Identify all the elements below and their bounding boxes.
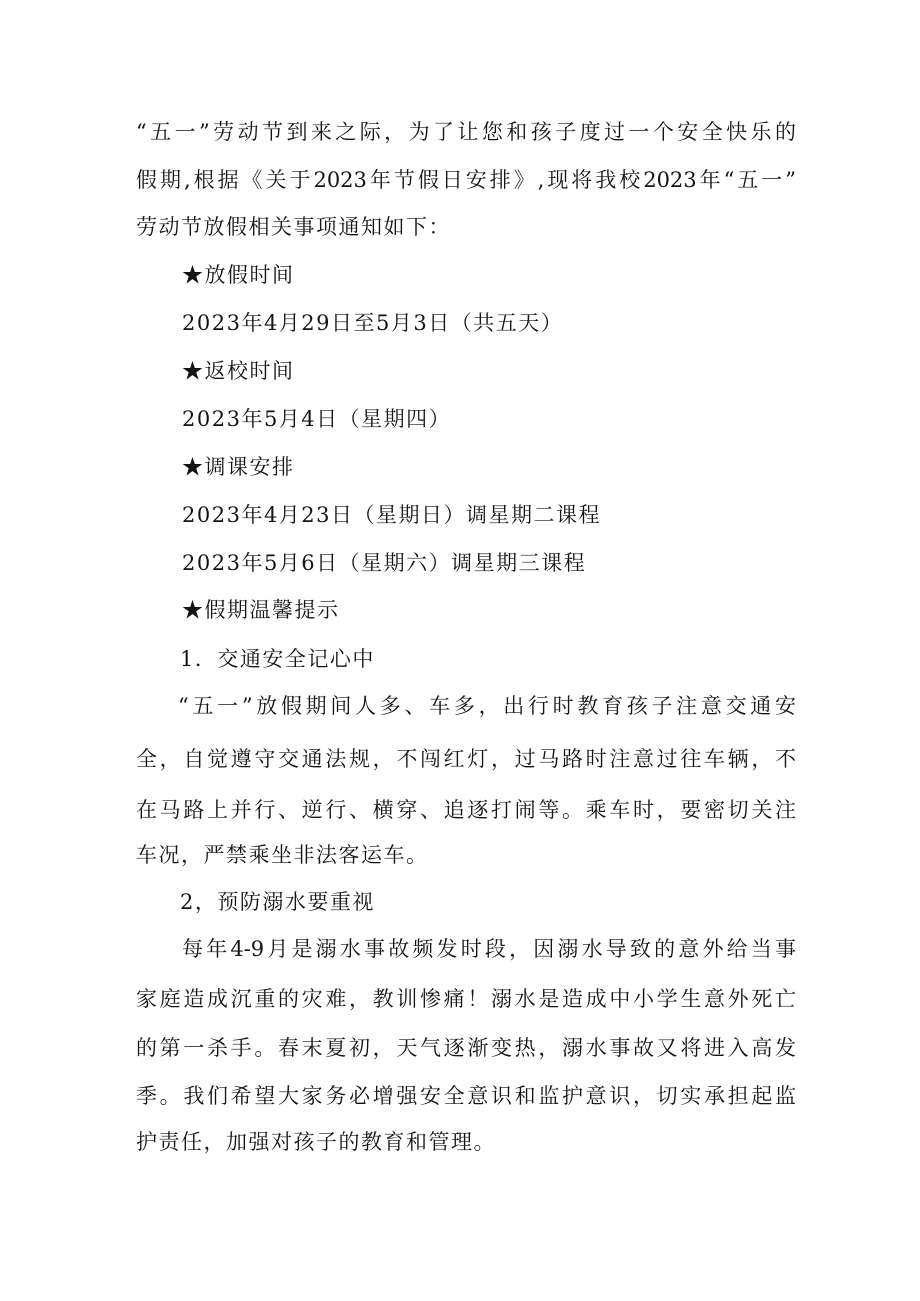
traffic-line-3: 在马路上并行、逆行、横穿、追逐打闹等。乘车时，要密切关注	[136, 798, 796, 822]
schedule-heading: ★调课安排	[182, 455, 295, 479]
drowning-line-1: 每年4-9月是溺水事故频发时段，因溺水导致的意外给当事	[182, 937, 796, 961]
traffic-title: 1．交通安全记心中	[180, 647, 375, 671]
drowning-title: 2，预防溺水要重视	[180, 890, 375, 914]
traffic-line-1: “五一”放假期间人多、车多，出行时教育孩子注意交通安	[178, 694, 796, 718]
holiday-time-text: 2023年4月29日至5月3日（共五天）	[182, 311, 564, 335]
drowning-line-5: 护责任，加强对孩子的教育和管理。	[136, 1130, 496, 1154]
return-time-text: 2023年5月4日（星期四）	[182, 407, 452, 431]
holiday-time-heading: ★放假时间	[182, 263, 295, 287]
intro-line-3: 劳动节放假相关事项通知如下：	[136, 215, 451, 239]
drowning-line-3: 的第一杀手。春末夏初，天气逐渐变热，溺水事故又将进入高发	[136, 1036, 796, 1060]
traffic-line-4: 车况，严禁乘坐非法客运车。	[136, 843, 429, 867]
schedule-item-1: 2023年4月23日（星期日）调星期二课程	[182, 503, 602, 527]
tips-heading: ★假期温馨提示	[182, 598, 340, 622]
drowning-line-4: 季。我们希望大家务必增强安全意识和监护意识，切实承担起监	[136, 1084, 796, 1108]
intro-line-1: “五一”劳动节到来之际，为了让您和孩子度过一个安全快乐的	[136, 120, 796, 144]
return-time-heading: ★返校时间	[182, 359, 295, 383]
drowning-line-2: 家庭造成沉重的灾难，教训惨痛！溺水是造成中小学生意外死亡	[136, 987, 796, 1011]
schedule-item-2: 2023年5月6日（星期六）调星期三课程	[182, 551, 587, 575]
traffic-line-2: 全，自觉遵守交通法规，不闯红灯，过马路时注意过往车辆，不	[136, 747, 796, 771]
intro-line-2: 假期,根据《关于2023年节假日安排》,现将我校2023年“五一”	[136, 168, 796, 192]
